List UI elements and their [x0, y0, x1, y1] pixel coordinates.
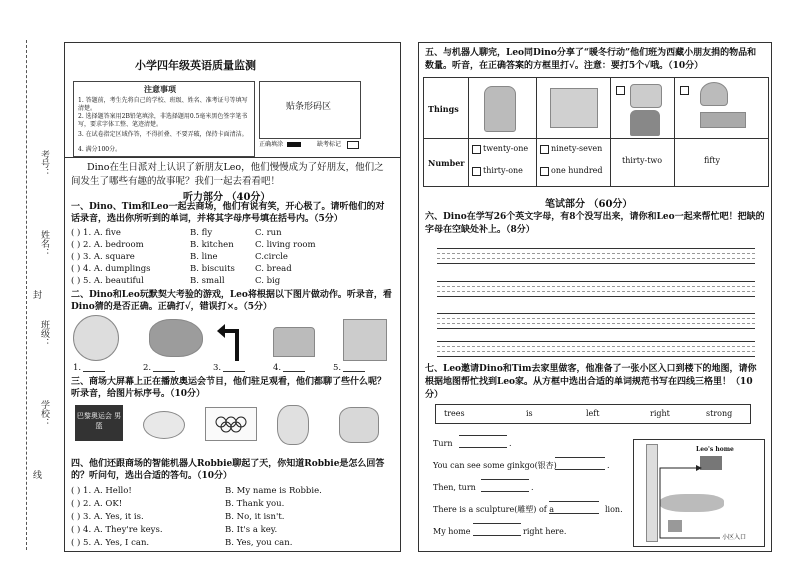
q2-number: 5. — [333, 363, 342, 373]
q1-option-a[interactable]: ( ) 5. A. beautiful — [71, 276, 144, 286]
writing-title: 笔试部分 （60分） — [545, 199, 633, 210]
story-intro: Dino在生日派对上认识了新朋友Leo，他们慢慢成为了好朋友，他们之间发生了哪些有趣的故事呢？我们一起去看看吧！ — [71, 162, 384, 187]
number-option[interactable]: ninety-seven — [540, 144, 602, 154]
q2-blank[interactable] — [283, 371, 305, 372]
q2-prompt: 二、Dino和Leo玩默契大考验的游戏，Leo将根据以下图片做动作。听录音，看Dino猜的是否正确。正确打√，错误打×。（5分） — [71, 290, 392, 312]
q5-table — [423, 77, 769, 187]
barcode-label: 贴条形码区 — [286, 102, 332, 112]
word-bank-item: left — [586, 409, 600, 418]
exam-number-label: 考号： — [39, 150, 49, 177]
number-option[interactable]: twenty-one — [472, 144, 528, 154]
q7-sentence-tail: . — [531, 483, 534, 492]
scarf-picture — [700, 112, 746, 128]
word-bank-item: strong — [706, 409, 733, 418]
school-label: 学校： — [39, 400, 49, 427]
basketball-board-picture: 巴黎奥运会 男篮 — [75, 405, 123, 441]
q1-option-b[interactable]: B. fly — [190, 228, 213, 238]
fill-sample — [287, 142, 301, 147]
q7-sentence-tail: lion. — [605, 505, 623, 514]
q3-prompt: 三、商场大屏幕上正在播放奥运会节目，他们驻足观看，他们都聊了些什么呢？听录音，给图片标序号。（10分） — [71, 377, 387, 399]
q1-option-c[interactable]: C.circle — [255, 252, 288, 262]
q7-prompt: 七、Leo邀请Dino和Tim去家里做客，他准备了一张小区入口到楼下的地图，请你根据地图帮忙找到Leo家。从方框中选出合适的单词规范书写在四线三格里！（10分） — [425, 364, 757, 400]
community-map — [633, 439, 765, 547]
q1-option-b[interactable]: B. kitchen — [190, 240, 234, 250]
q1-option-b[interactable]: B. biscuits — [190, 264, 235, 274]
q7-sentence: My home — [433, 527, 471, 536]
books-picture — [550, 88, 598, 128]
exam-title: 小学四年级英语质量监测 — [135, 59, 256, 72]
notice-item: 2. 选择题答案用2B铅笔填涂，非选择题用0.5毫米黑色签字笔书写，要求字体工整、笔迹清楚。 — [78, 113, 248, 128]
q4-prompt: 四、他们还跟商场的智能机器人Robbie聊起了天，你知道Robbie是怎么回答的？听问句，选出合适的答句。（10分） — [71, 459, 385, 481]
missing-mark-label: 缺考标记 — [317, 141, 342, 148]
number-option[interactable]: thirty-two — [622, 156, 663, 165]
backpack-picture — [484, 86, 516, 132]
q4-option-a[interactable]: ( ) 5. A. Yes, I can. — [71, 538, 150, 548]
swimmer-picture — [143, 411, 185, 439]
notice-box — [73, 81, 255, 157]
q1-option-a[interactable]: ( ) 1. A. five — [71, 228, 121, 238]
q4-option-b[interactable]: B. Thank you. — [225, 499, 285, 509]
olympic-flag-picture — [205, 407, 257, 441]
q1-prompt: 一、Dino、Tim和Leo一起去商场，他们有说有笑，开心极了。请听他们的对话录音，选出你所听到的单词，并将其字母序号填在括号内。（5分） — [71, 202, 385, 224]
number-label: Number — [428, 158, 465, 168]
q2-number: 1. — [73, 363, 82, 373]
line-char: 线 — [31, 470, 41, 479]
hotpot-picture — [273, 327, 315, 357]
q7-sentence-tail: . — [607, 461, 610, 470]
number-option[interactable]: fifty — [704, 156, 721, 165]
q5-prompt: 五、与机器人聊完，Leo同Dino分享了“暖冬行动”他们班为西藏小朋友捐的物品和数量。听音，在正确答案的方框里打√。注意：要打5个√哦。（10分） — [425, 48, 757, 71]
q2-number: 3. — [213, 363, 222, 373]
q1-option-c[interactable]: C. big — [255, 276, 281, 286]
word-bank-item: is — [526, 409, 533, 418]
q6-prompt: 六、Dino在学写26个英文字母，有8个没写出来，请你和Leo一起来帮忙吧！把缺的字母在空缺处补上。（8分） — [425, 212, 765, 235]
word-bank — [435, 404, 751, 424]
number-option[interactable]: thirty-one — [472, 166, 523, 176]
q7-sentence: Then, turn — [433, 483, 476, 492]
word-bank-item: trees — [444, 409, 465, 418]
notice-item: 3. 在试卷指定区域作答，不得折叠、不要弄破，保持卡面清洁。 — [78, 131, 248, 138]
q1-option-c[interactable]: C. run — [255, 228, 282, 238]
q4-option-a[interactable]: ( ) 4. A. They're keys. — [71, 525, 163, 535]
q4-option-b[interactable]: B. Yes, you can. — [225, 538, 293, 548]
missing-mark-box[interactable] — [347, 141, 359, 149]
dinosaur-picture — [149, 319, 203, 357]
q4-option-b[interactable]: B. It's a key. — [225, 525, 278, 535]
notice-item: 1. 答题前，考生先将自己的学校、班级、姓名、准考证号等填写清楚。 — [78, 97, 248, 112]
q7-sentence: Turn — [433, 439, 453, 448]
q4-option-a[interactable]: ( ) 1. A. Hello! — [71, 486, 132, 496]
number-option[interactable]: one hundred — [540, 166, 603, 176]
turn-left-arrow-icon — [215, 321, 245, 361]
class-label: 班级： — [39, 320, 49, 347]
q2-number: 4. — [273, 363, 282, 373]
noodles-bowl-icon — [73, 315, 119, 361]
q5-checkbox[interactable] — [616, 86, 625, 95]
q7-sentence-tail: right here. — [523, 527, 567, 536]
q7-sentence: There is a sculpture(雕塑) of a — [433, 505, 555, 514]
q4-option-b[interactable]: B. My name is Robbie. — [225, 486, 322, 496]
name-label: 姓名： — [39, 230, 49, 257]
jacket-picture — [630, 110, 660, 136]
notice-title: 注意事项 — [144, 84, 176, 94]
q2-blank[interactable] — [343, 371, 365, 372]
route-arrow-icon — [634, 440, 764, 546]
q2-blank[interactable] — [153, 371, 175, 372]
q2-blank[interactable] — [83, 371, 105, 372]
notice-item: 4. 满分100分。 — [78, 146, 122, 153]
left-page — [64, 42, 401, 552]
right-page — [418, 42, 772, 552]
hat-picture — [700, 82, 728, 106]
things-label: Things — [428, 104, 459, 114]
sweater-picture — [630, 84, 662, 108]
word-bank-item: right — [650, 409, 670, 418]
correct-fill-label: 正确填涂 — [259, 141, 284, 148]
q1-option-c[interactable]: C. bread — [255, 264, 292, 274]
q1-option-b[interactable]: B. line — [190, 252, 218, 262]
q2-number: 2. — [143, 363, 152, 373]
map-home-label: Leo's home — [696, 446, 734, 453]
q1-option-b[interactable]: B. small — [190, 276, 225, 286]
map-entrance-label: 小区入口 — [722, 534, 747, 541]
q7-sentence-tail: . — [509, 439, 512, 448]
q5-checkbox[interactable] — [680, 86, 689, 95]
q7-sentence: You can see some ginkgo(银杏) — [433, 461, 557, 470]
q4-option-a[interactable]: ( ) 2. A. OK! — [71, 499, 123, 509]
q4-option-a[interactable]: ( ) 3. A. Yes, it is. — [71, 512, 144, 522]
q2-blank[interactable] — [223, 371, 245, 372]
q1-option-c[interactable]: C. living room — [255, 240, 316, 250]
table-tennis-picture — [339, 407, 379, 443]
q1-option-a[interactable]: ( ) 2. A. bedroom — [71, 240, 144, 250]
binding-dashed-line — [26, 40, 27, 550]
q4-option-b[interactable]: B. No, it isn't. — [225, 512, 285, 522]
divider — [65, 157, 400, 158]
q1-option-a[interactable]: ( ) 4. A. dumplings — [71, 264, 151, 274]
listening-title: 听力部分 （40分） — [183, 192, 271, 203]
barcode-box — [259, 81, 361, 139]
runner-picture — [277, 405, 309, 445]
seal-line-char: 封 — [31, 290, 41, 299]
shop-picture — [343, 319, 387, 361]
q1-option-a[interactable]: ( ) 3. A. square — [71, 252, 135, 262]
